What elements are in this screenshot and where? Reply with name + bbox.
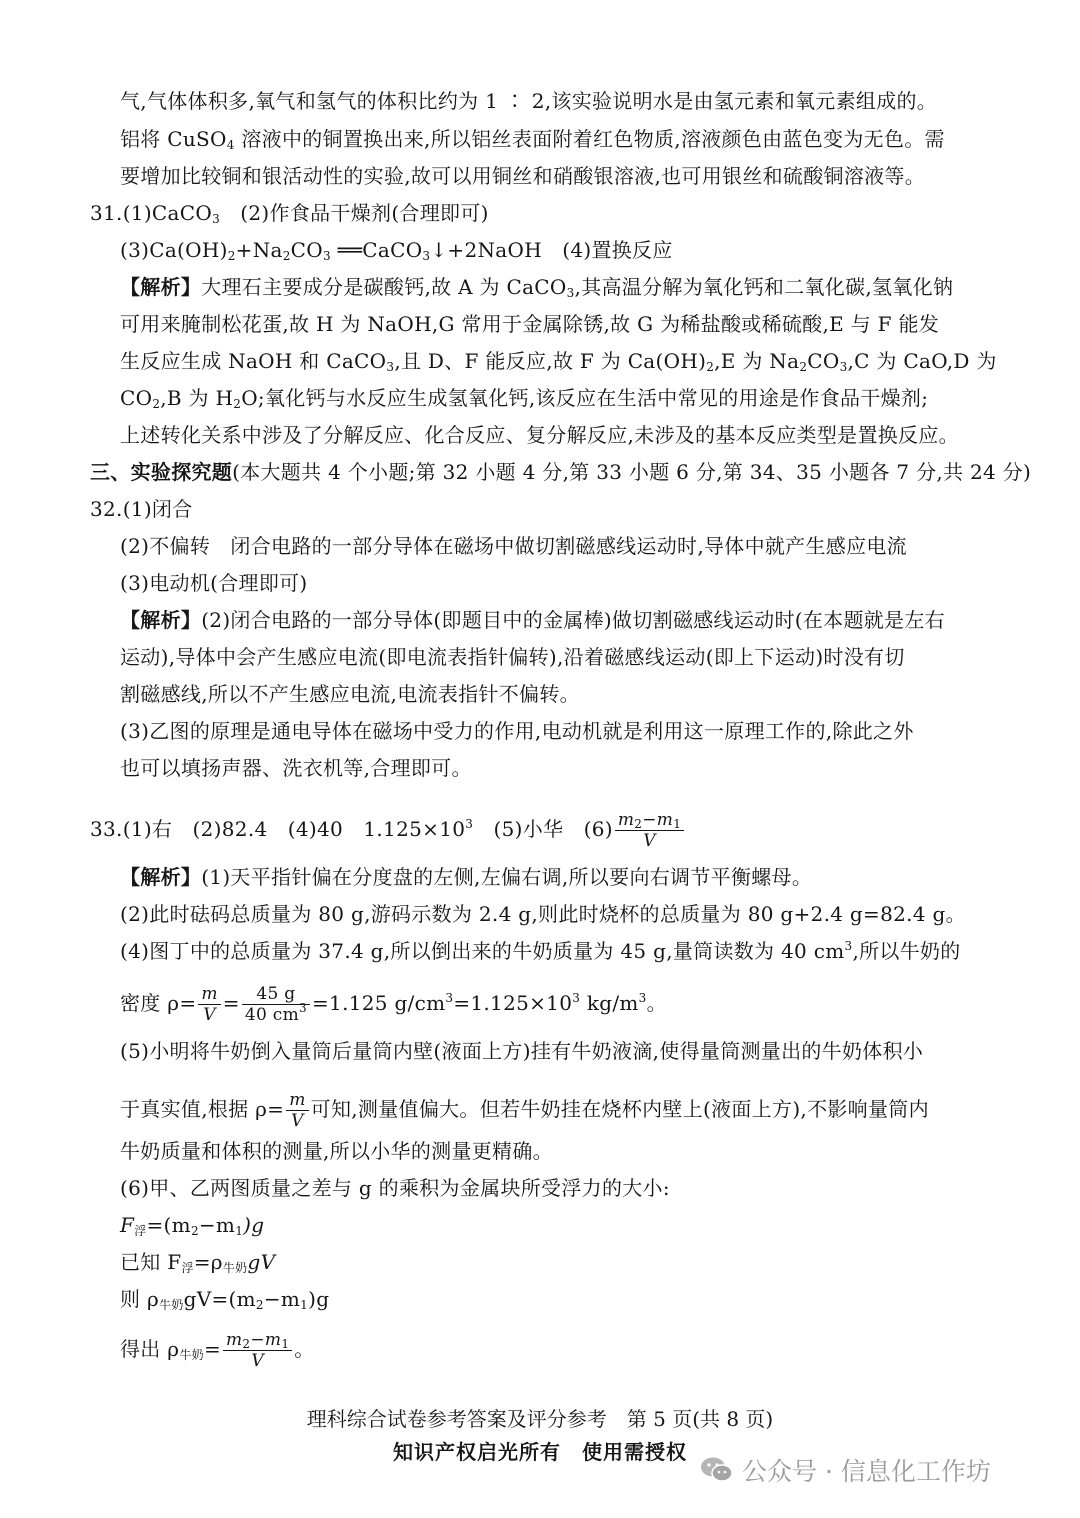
explanation-tag: 【解析】	[120, 865, 202, 889]
question-32-answer: (2)不偏转 闭合电路的一部分导体在磁场中做切割磁感线运动时,导体中就产生感应电流	[120, 534, 907, 558]
fraction: $\frac{m_2-m_1}{V}$	[615, 810, 684, 851]
explanation-line: (6)甲、乙两图质量之差与 g 的乘积为金属块所受浮力的大小:	[120, 1176, 670, 1200]
buoyancy-formula: 则 $\rho_{牛奶}gV=(m_2-m_1)g$	[120, 1287, 330, 1312]
fraction: $\frac{m}{V}$	[198, 984, 220, 1025]
explanation-line: (5)小明将牛奶倒入量筒后量筒内壁(液面上方)挂有牛奶液滴,使得量筒测量出的牛奶体积小	[120, 1039, 924, 1063]
question-31-equation: $(3)Ca(OH)_2+Na_2CO_3$ ══CaCO$_3$↓+2NaOH (4)置换反应	[120, 238, 673, 263]
watermark-text: 公众号 · 信息化工作坊	[742, 1457, 991, 1486]
explanation-line: $CO_2,B$ 为 $H_2O$;氧化钙与水反应生成氢氧化钙,该反应在生活中常见的用途是作食品干燥剂;	[120, 386, 929, 411]
section-title: 三、实验探究题	[90, 460, 233, 484]
explanation-line: (4)图丁中的总质量为 37.4 g,所以倒出来的牛奶质量为 45 g,量筒读数为 40 $cm^3$,所以牛奶的	[120, 939, 961, 963]
explanation-line: 可用来腌制松花蛋,故 H 为 NaOH,G 常用于金属除锈,故 G 为稀盐酸或稀硫酸,E 与 F 能发	[120, 312, 940, 336]
buoyancy-formula: 已知 $F_浮=\rho_{牛奶}gV$	[120, 1250, 276, 1275]
buoyancy-formula: $F_浮=(m_2-m_1)g$	[120, 1213, 265, 1238]
explanation-line: 上述转化关系中涉及了分解反应、化合反应、复分解反应,未涉及的基本反应类型是置换反应。	[120, 423, 959, 447]
explanation-line: 运动),导体中会产生感应电流(即电流表指针偏转),沿着磁感线运动(即上下运动)时没有切	[120, 645, 905, 669]
explanation-line: 【解析】(2)闭合电路的一部分导体(即题目中的金属棒)做切割磁感线运动时(在本题就是左右	[120, 608, 945, 632]
watermark	[700, 1448, 991, 1492]
explanation-line: 牛奶质量和体积的测量,所以小华的测量更精确。	[120, 1139, 553, 1163]
density-formula: 密度 ρ= $\frac{m}{V}$ = $\frac{45 g}{40 cm^3}$ =1.125 $g/cm^3=1.125\times 10^3$ $kg/m^3$。	[120, 984, 667, 1025]
explanation-line: 生反应生成 NaOH 和 CaCO$_3$,且 D、F 能反应,故 F 为 $Ca(OH)_2,E$ 为 $Na_2CO_3,C$ 为 CaO,D 为	[120, 349, 997, 374]
density-result-formula: 得出 $\rho_{牛奶}=$ $\frac{m_2-m_1}{V}$ 。	[120, 1330, 315, 1371]
question-31-answer: 31.(1)CaCO$_3$ (2)作食品干燥剂(合理即可)	[90, 201, 489, 226]
fraction: $\frac{45 g}{40 cm^3}$	[242, 984, 310, 1025]
text-line: 气,气体体积多,氧气和氢气的体积比约为 1 ∶ 2,该实验说明水是由氢元素和氧元素组成的。	[120, 89, 938, 113]
explanation-line: 【解析】(1)天平指针偏在分度盘的左侧,左偏右调,所以要向右调节平衡螺母。	[120, 865, 813, 889]
explanation-line: 【解析】大理石主要成分是碳酸钙,故 A 为 CaCO$_3$,其高温分解为氧化钙和二氧化碳,氢氧化钠	[120, 275, 954, 300]
question-32-answer: 32.(1)闭合	[90, 497, 193, 521]
explanation-line: 于真实值,根据 ρ= $\frac{m}{V}$ 可知,测量值偏大。但若牛奶挂在烧杯内壁上(液面上方),不影响量筒内	[120, 1090, 929, 1131]
copyright-notice: 知识产权启光所有 使用需授权	[393, 1440, 687, 1464]
fraction: $\frac{m_2-m_1}{V}$	[223, 1330, 292, 1371]
question-32-answer: (3)电动机(合理即可)	[120, 571, 308, 595]
page-footer: 理科综合试卷参考答案及评分参考 第 5 页(共 8 页)	[306, 1407, 774, 1431]
text-line: 要增加比较铜和银活动性的实验,故可以用铜丝和硝酸银溶液,也可用银丝和硫酸铜溶液等。	[120, 164, 926, 188]
text-line: 铝将 CuSO$_4$ 溶液中的铜置换出来,所以铝丝表面附着红色物质,溶液颜色由蓝色变为无色。需	[120, 127, 945, 152]
explanation-line: (3)乙图的原理是通电导体在磁场中受力的作用,电动机就是利用这一原理工作的,除此之外	[120, 719, 914, 743]
explanation-line: 割磁感线,所以不产生感应电流,电流表指针不偏转。	[120, 682, 580, 706]
fraction: $\frac{m}{V}$	[286, 1090, 308, 1131]
explanation-line: 也可以填扬声器、洗衣机等,合理即可。	[120, 756, 472, 780]
wechat-icon	[700, 1456, 734, 1484]
explanation-line: (2)此时砝码总质量为 80 g,游码示数为 2.4 g,则此时烧杯的总质量为 80 g+2.4 g=82.4 g。	[120, 902, 966, 926]
explanation-tag: 【解析】	[120, 608, 202, 632]
explanation-tag: 【解析】	[120, 275, 202, 299]
question-33-answer: 33.(1)右 (2)82.4 (4)40 $1.125\times 10^3$ (5)小华 (6) $\frac{m_2-m_1}{V}$	[90, 810, 686, 851]
section-3-heading: 三、实验探究题(本大题共 4 个小题;第 32 小题 4 分,第 33 小题 6 分,第 34、35 小题各 7 分,共 24 分)	[90, 460, 1032, 484]
